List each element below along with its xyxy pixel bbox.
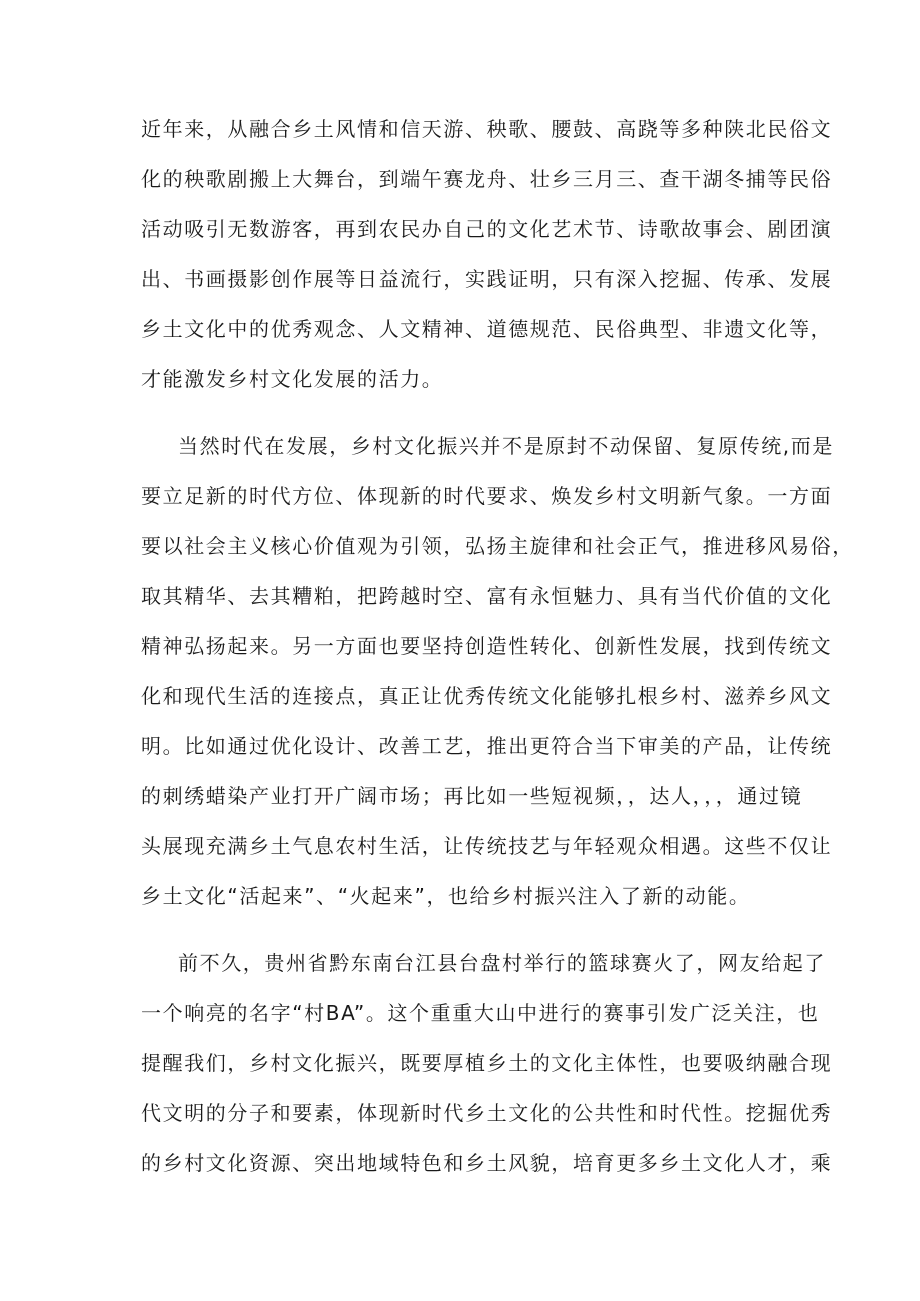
text-line: 精神弘扬起来。另一方面也要坚持创造性转化、创新性发展，找到传统文	[141, 634, 833, 658]
text-line: 提醒我们，乡村文化振兴，既要厚植乡土的文化主体性，也要吸纳融合现	[141, 1051, 833, 1075]
text-line: 代文明的分子和要素，体现新时代乡土文化的公共性和时代性。挖掘优秀	[141, 1101, 833, 1125]
text-line: 明。比如通过优化设计、改善工艺，推出更符合当下审美的产品，让传统	[141, 734, 833, 758]
text-line: 前不久，贵州省黔东南台江县台盘村举行的篮球赛火了，网友给起了	[178, 951, 826, 975]
text-line: 乡土文化中的优秀观念、人文精神、道德规范、民俗典型、非遗文化等，	[141, 317, 833, 341]
text-line: 活动吸引无数游客，再到农民办自己的文化艺术节、诗歌故事会、剧团演	[141, 217, 833, 241]
text-line: 要立足新的时代方位、体现新的时代要求、焕发乡村文明新气象。一方面	[141, 484, 833, 508]
text-line: 才能激发乡村文化发展的活力。	[141, 367, 444, 391]
text-line: 要以社会主义核心价值观为引领，弘扬主旋律和社会正气，推进移风易俗，	[141, 534, 854, 558]
text-line: 化的秧歌剧搬上大舞台，到端午赛龙舟、壮乡三月三、查干湖冬捕等民俗	[141, 167, 833, 191]
text-line: 化和现代生活的连接点，真正让优秀传统文化能够扎根乡村、滋养乡风文	[141, 684, 833, 708]
text-line: 的刺绣蜡染产业打开广阔市场；再比如一些短视频，，达人，，，通过镜	[141, 784, 803, 808]
text-line: 一个响亮的名字“村BA”。这个重重大山中进行的赛事引发广泛关注，也	[141, 1001, 820, 1025]
text-line: 的乡村文化资源、突出地域特色和乡土风貌，培育更多乡土文化人才，乘	[141, 1151, 833, 1175]
text-line: 头展现充满乡土气息农村生活，让传统技艺与年轻观众相遇。这些不仅让	[141, 834, 833, 858]
text-line: 当然时代在发展，乡村文化振兴并不是原封不动保留、复原传统,而是	[178, 434, 834, 458]
text-line: 出、书画摄影创作展等日益流行，实践证明，只有深入挖掘、传承、发展	[141, 267, 833, 291]
text-line: 近年来，从融合乡土风情和信天游、秧歌、腰鼓、高跷等多种陕北民俗文	[141, 117, 833, 141]
text-line: 乡土文化“活起来”、“火起来”，也给乡村振兴注入了新的动能。	[141, 884, 751, 908]
text-line: 取其精华、去其糟粕，把跨越时空、富有永恒魅力、具有当代价值的文化	[141, 584, 833, 608]
